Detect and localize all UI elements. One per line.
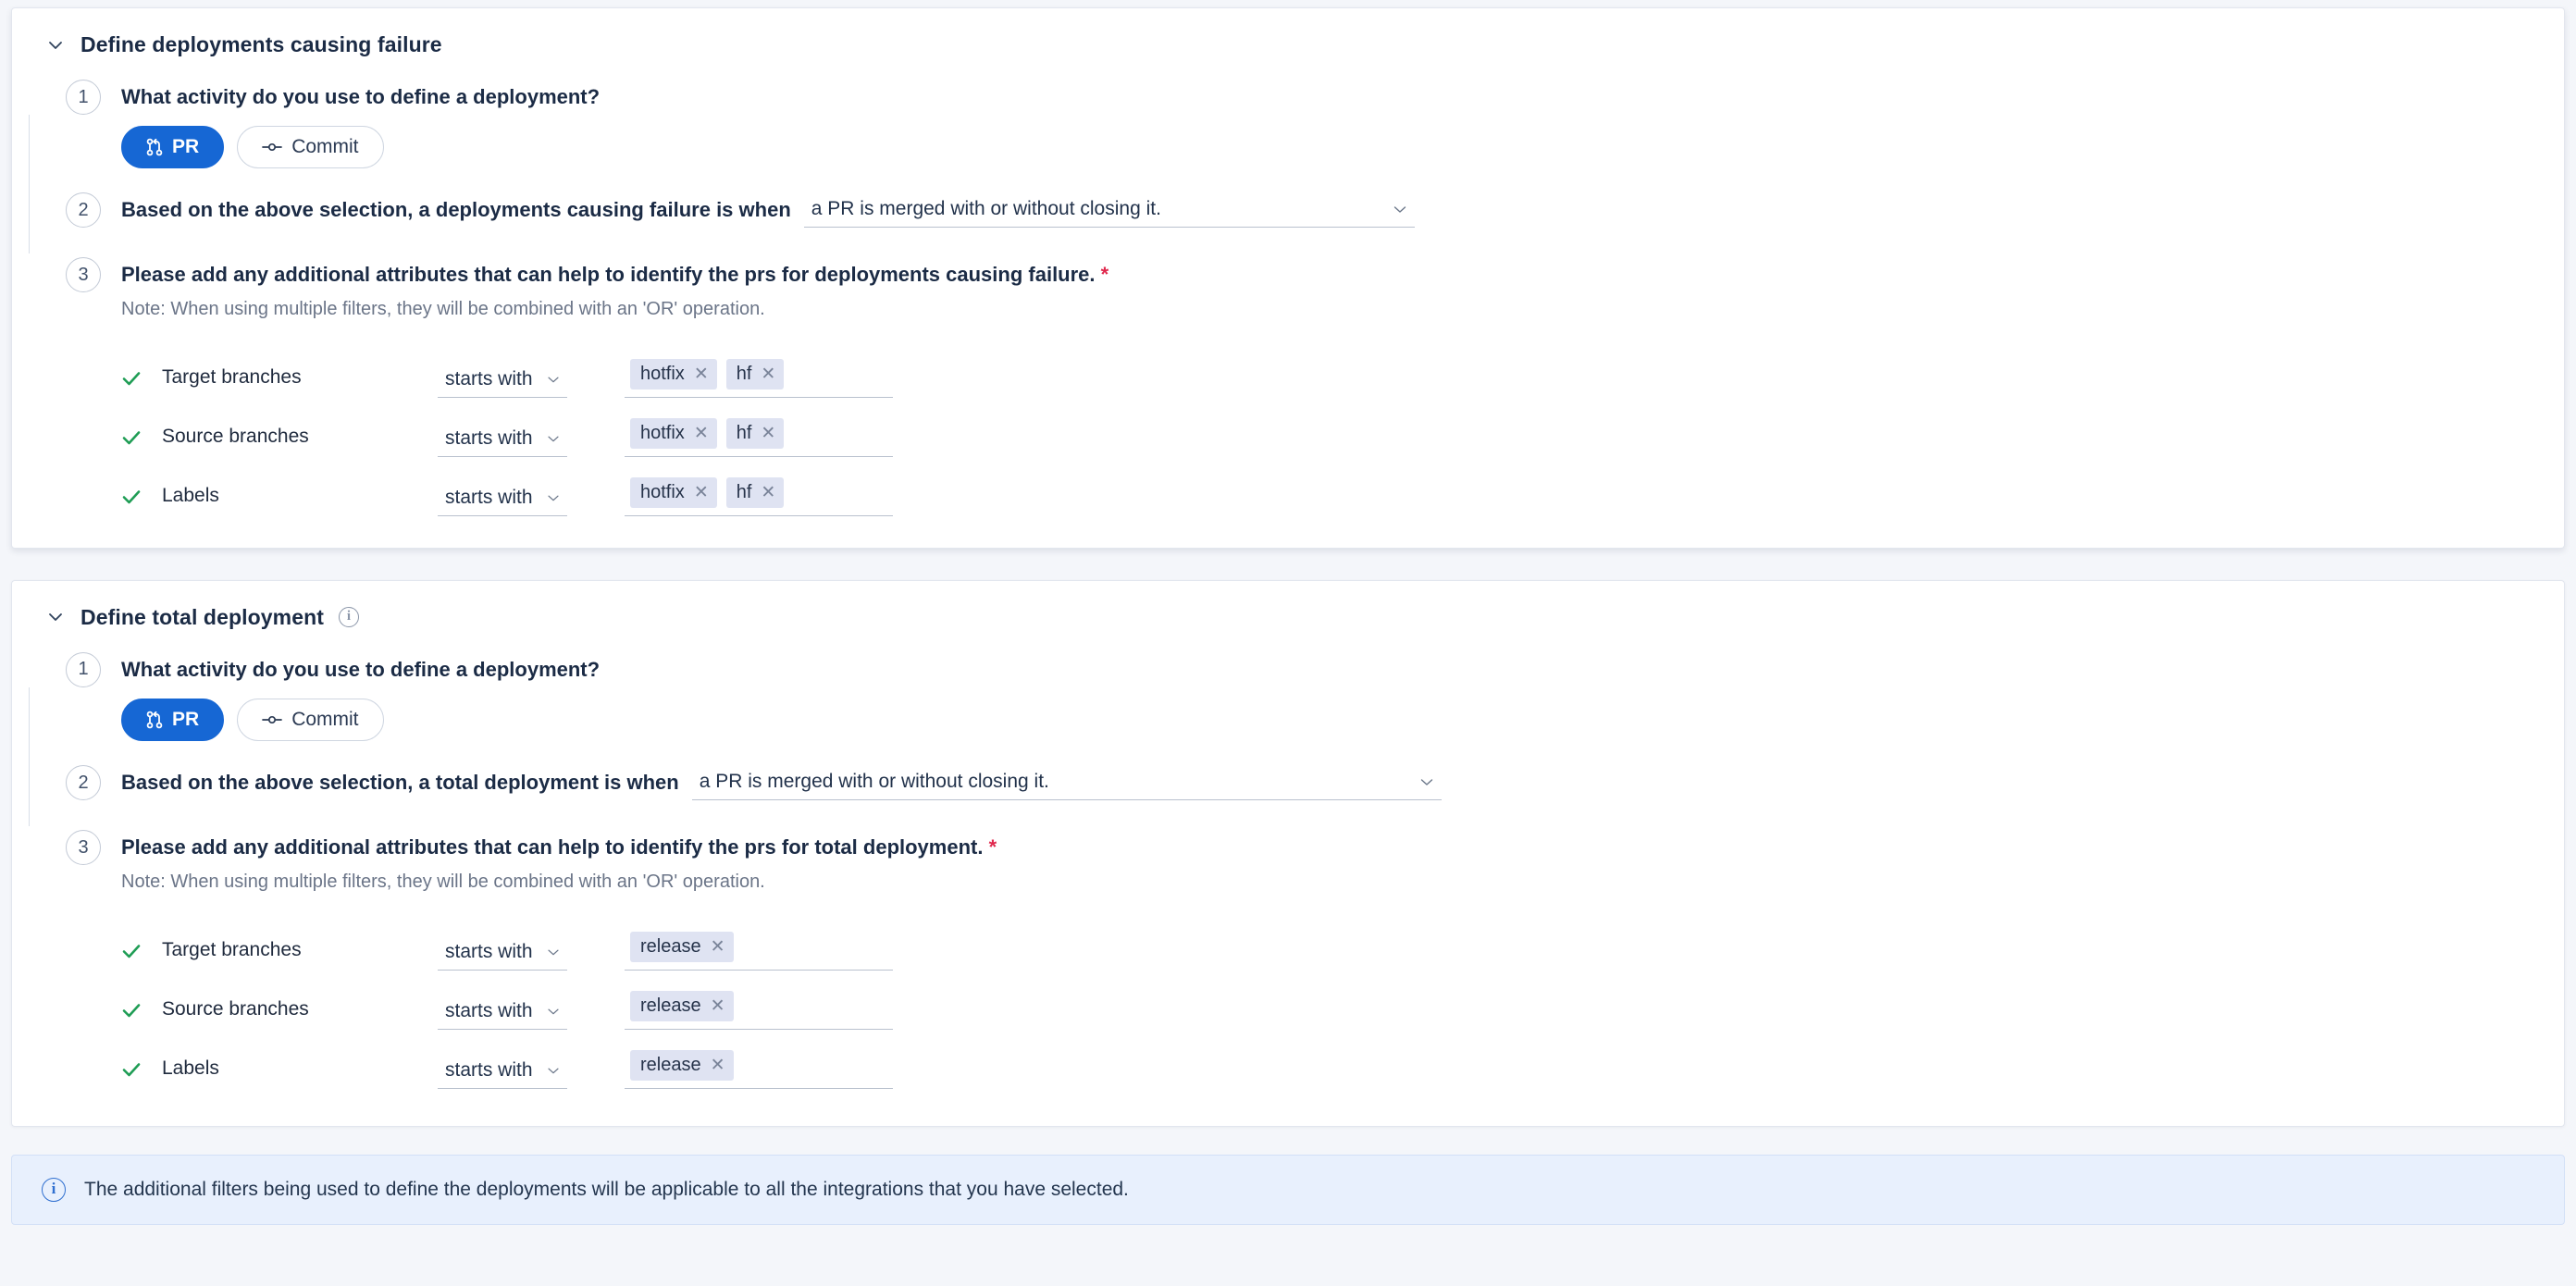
info-icon: i	[42, 1178, 66, 1202]
chip-remove-icon[interactable]: ✕	[761, 364, 776, 384]
chip-remove-icon[interactable]: ✕	[693, 423, 709, 443]
value-chip[interactable]	[630, 932, 734, 962]
filter-operator-value: starts with	[445, 999, 533, 1021]
section-header[interactable]	[12, 32, 2564, 57]
checkbox-checked-icon[interactable]	[121, 487, 149, 516]
checkbox-checked-icon[interactable]	[121, 1000, 149, 1030]
activity-option-commit[interactable]	[237, 699, 383, 741]
filter-operator-value: starts with	[445, 427, 533, 449]
filter-operator-value: starts with	[445, 1058, 533, 1081]
chip-remove-icon[interactable]: ✕	[710, 1055, 725, 1075]
activity-option-label: Commit	[291, 709, 359, 731]
step-number: 1	[66, 652, 101, 687]
step-connector	[29, 687, 30, 826]
chip-label: release	[640, 995, 701, 1016]
filter-operator-select[interactable]	[438, 1000, 567, 1030]
chevron-down-icon	[545, 430, 562, 447]
step-definition	[66, 765, 2564, 800]
checkbox-checked-icon[interactable]	[121, 368, 149, 398]
step-definition	[66, 192, 2564, 228]
required-marker: *	[988, 835, 997, 859]
info-icon[interactable]: i	[339, 607, 359, 627]
filter-list	[121, 911, 2564, 1089]
value-chip[interactable]	[726, 418, 785, 449]
chevron-down-icon[interactable]	[45, 35, 66, 56]
filter-operator-value: starts with	[445, 367, 533, 390]
value-chip[interactable]	[630, 477, 717, 508]
activity-option-pr[interactable]	[121, 126, 224, 168]
filter-name: Source branches	[162, 425, 309, 447]
chevron-down-icon	[545, 944, 562, 960]
section-title: Define total deployment	[80, 604, 324, 629]
chevron-down-icon	[545, 371, 562, 388]
chip-label: hotfix	[640, 481, 685, 502]
value-chip[interactable]	[630, 359, 717, 390]
filter-name: Labels	[162, 484, 219, 506]
definition-select[interactable]	[692, 771, 1442, 800]
activity-option-commit[interactable]	[237, 126, 383, 168]
filter-row	[121, 398, 2564, 457]
checkbox-checked-icon[interactable]	[121, 427, 149, 457]
section-card-total-deployment	[11, 580, 2565, 1127]
activity-option-label: Commit	[291, 136, 359, 158]
definition-label: Based on the above selection, a total deployment is when	[121, 771, 679, 795]
step-activity-type	[66, 80, 2564, 168]
section-header[interactable]	[12, 605, 2564, 630]
attributes-note: Note: When using multiple filters, they will be combined with an 'OR' operation.	[121, 871, 765, 892]
required-marker: *	[1100, 263, 1109, 287]
filter-operator-value: starts with	[445, 486, 533, 508]
activity-option-pr[interactable]	[121, 699, 224, 741]
attributes-note: Note: When using multiple filters, they will be combined with an 'OR' operation.	[121, 298, 765, 319]
filter-values-input[interactable]	[625, 477, 893, 516]
step-question: What activity do you use to define a deployment?	[121, 85, 601, 108]
chip-label: release	[640, 1054, 701, 1075]
chip-remove-icon[interactable]: ✕	[710, 995, 725, 1016]
filter-values-input[interactable]	[625, 991, 893, 1030]
activity-toggle-group	[121, 699, 2564, 741]
value-chip[interactable]	[630, 991, 734, 1021]
filter-operator-select[interactable]	[438, 1059, 567, 1089]
filter-values-input[interactable]	[625, 1050, 893, 1089]
step-activity-type	[66, 652, 2564, 741]
section-title: Define deployments causing failure	[80, 32, 442, 56]
chevron-down-icon[interactable]	[45, 607, 66, 627]
activity-option-label: PR	[172, 136, 200, 158]
chip-remove-icon[interactable]: ✕	[761, 423, 776, 443]
attributes-question	[121, 835, 2564, 859]
value-chip[interactable]	[630, 418, 717, 449]
info-banner	[11, 1155, 2565, 1225]
step-number: 1	[66, 80, 101, 115]
chip-remove-icon[interactable]: ✕	[693, 482, 709, 502]
commit-icon	[262, 141, 282, 154]
activity-option-label: PR	[172, 709, 200, 731]
chip-label: hf	[736, 363, 752, 384]
checkbox-checked-icon[interactable]	[121, 1059, 149, 1089]
chip-label: hf	[736, 481, 752, 502]
filter-row	[121, 911, 2564, 971]
chip-label: hotfix	[640, 363, 685, 384]
step-list	[12, 652, 2564, 1089]
chevron-down-icon	[545, 489, 562, 506]
filter-name: Target branches	[162, 365, 302, 388]
activity-toggle-group	[121, 126, 2564, 168]
step-number: 2	[66, 765, 101, 800]
chip-label: hf	[736, 422, 752, 443]
step-list	[12, 80, 2564, 516]
value-chip[interactable]	[726, 477, 785, 508]
filter-row	[121, 339, 2564, 398]
chevron-down-icon	[545, 1062, 562, 1079]
pull-request-icon	[146, 138, 163, 156]
filter-operator-select[interactable]	[438, 368, 567, 398]
info-banner-text: The additional filters being used to define the deployments will be applicable to all the integrations that you have selected.	[84, 1178, 1129, 1200]
attributes-question-text: Please add any additional attributes that can help to identify the prs for total deployment.	[121, 835, 984, 859]
checkbox-checked-icon[interactable]	[121, 941, 149, 971]
definition-label: Based on the above selection, a deployments causing failure is when	[121, 198, 791, 222]
chevron-down-icon	[545, 1003, 562, 1020]
filter-name: Labels	[162, 1057, 219, 1079]
definition-select[interactable]	[804, 198, 1415, 228]
step-number: 2	[66, 192, 101, 228]
deployment-definition-page	[0, 7, 2576, 1225]
step-additional-attributes	[66, 830, 2564, 1088]
chip-remove-icon[interactable]: ✕	[693, 364, 709, 384]
attributes-question	[121, 263, 2564, 287]
filter-operator-select[interactable]	[438, 941, 567, 971]
definition-select-value: a PR is merged with or without closing it.	[811, 198, 1161, 220]
filter-operator-select[interactable]	[438, 487, 567, 516]
step-additional-attributes	[66, 257, 2564, 515]
filter-name: Target branches	[162, 938, 302, 960]
attributes-question-text: Please add any additional attributes that can help to identify the prs for deployments causing failure.	[121, 263, 1096, 287]
definition-select-value: a PR is merged with or without closing it.	[699, 771, 1049, 793]
step-number: 3	[66, 257, 101, 292]
filter-values-input[interactable]	[625, 418, 893, 457]
chevron-down-icon	[1391, 200, 1409, 218]
step-number: 3	[66, 830, 101, 865]
filter-row	[121, 971, 2564, 1030]
chip-label: hotfix	[640, 422, 685, 443]
commit-icon	[262, 713, 282, 726]
section-card-deployments-causing-failure	[11, 7, 2565, 549]
filter-list	[121, 339, 2564, 516]
filter-row	[121, 1030, 2564, 1089]
filter-values-input[interactable]	[625, 932, 893, 971]
chip-remove-icon[interactable]: ✕	[761, 482, 776, 502]
step-connector	[29, 115, 30, 253]
filter-name: Source branches	[162, 997, 309, 1020]
value-chip[interactable]	[630, 1050, 734, 1081]
chip-remove-icon[interactable]: ✕	[710, 936, 725, 957]
pull-request-icon	[146, 711, 163, 729]
filter-row	[121, 457, 2564, 516]
filter-values-input[interactable]	[625, 359, 893, 398]
chevron-down-icon	[1418, 773, 1436, 791]
value-chip[interactable]	[726, 359, 785, 390]
step-question: What activity do you use to define a deployment?	[121, 657, 601, 681]
filter-operator-value: starts with	[445, 940, 533, 962]
filter-operator-select[interactable]	[438, 427, 567, 457]
chip-label: release	[640, 935, 701, 957]
